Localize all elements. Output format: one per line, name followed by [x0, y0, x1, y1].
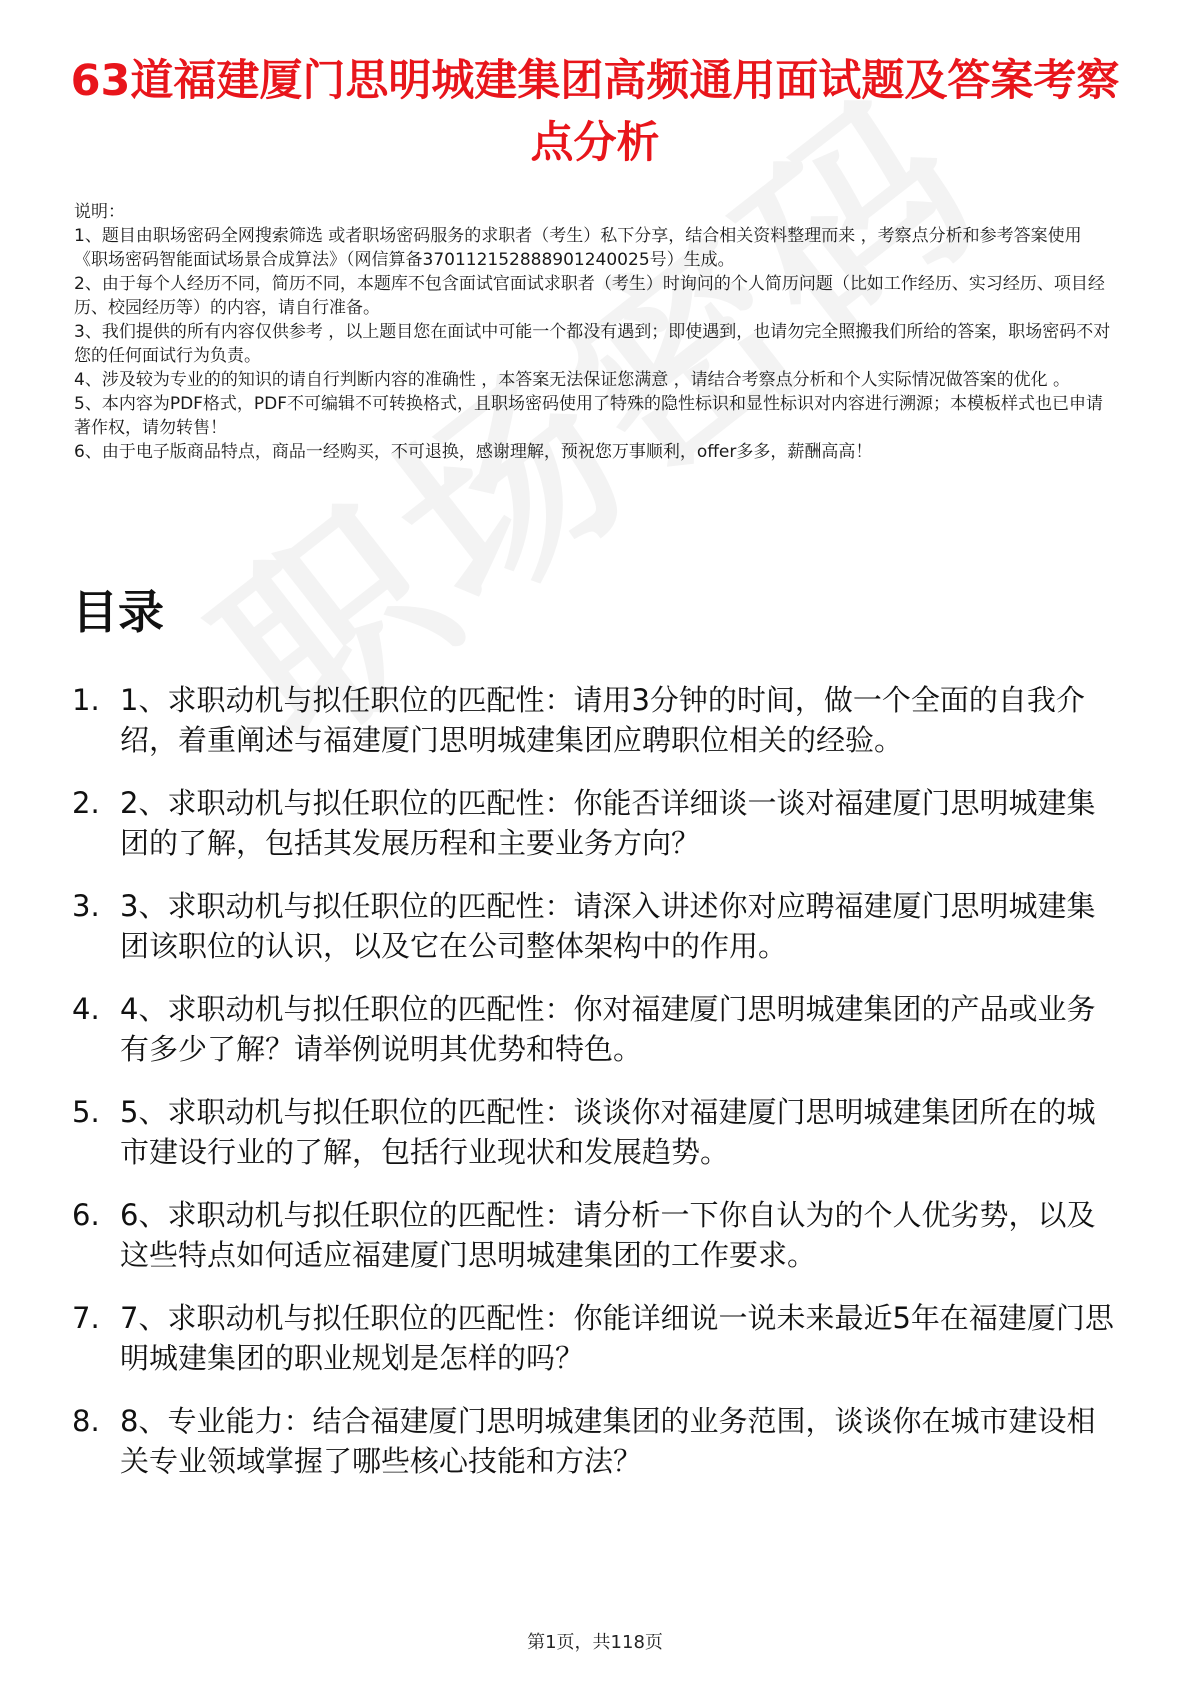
toc-item[interactable] — [72, 989, 1122, 1069]
notes-line: 6、由于电子版商品特点，商品一经购买，不可退换，感谢理解，预祝您万事顺利，offer多多，薪酬高高！ — [74, 442, 873, 462]
toc-item[interactable] — [72, 886, 1122, 966]
toc-item-text: 7、求职动机与拟任职位的匹配性：你能详细说一说未来最近5年在福建厦门思明城建集团的职业规划是怎样的吗？ — [120, 1301, 1114, 1375]
toc-item-number: 8. — [72, 1404, 100, 1438]
notes-line: 1、题目由职场密码全网搜索筛选 或者职场密码服务的求职者（考生）私下分享，结合相关资料整理而来 ，考察点分析和参考答案使用《职场密码智能面试场景合成算法》（网信算备370112152888901240025号）生成。 — [74, 226, 1082, 270]
toc-item-text: 2、求职动机与拟任职位的匹配性：你能否详细谈一谈对福建厦门思明城建集团的了解，包括其发展历程和主要业务方向？ — [120, 786, 1096, 860]
notes-line: 5、本内容为PDF格式，PDF不可编辑不可转换格式，且职场密码使用了特殊的隐性标识和显性标识对内容进行溯源；本模板样式也已申请著作权，请勿转售！ — [74, 394, 1104, 438]
toc-item[interactable] — [72, 783, 1122, 863]
toc-item-text: 6、求职动机与拟任职位的匹配性：请分析一下你自认为的个人优劣势，以及这些特点如何适应福建厦门思明城建集团的工作要求。 — [120, 1198, 1096, 1272]
toc-item[interactable] — [72, 1298, 1122, 1378]
toc-item-text: 4、求职动机与拟任职位的匹配性：你对福建厦门思明城建集团的产品或业务有多少了解？请举例说明其优势和特色。 — [120, 992, 1096, 1066]
toc-item-text: 3、求职动机与拟任职位的匹配性：请深入讲述你对应聘福建厦门思明城建集团该职位的认识，以及它在公司整体架构中的作用。 — [120, 889, 1096, 963]
notes-section — [74, 200, 1114, 464]
toc-item-text: 1、求职动机与拟任职位的匹配性：请用3分钟的时间，做一个全面的自我介绍，着重阐述与福建厦门思明城建集团应聘职位相关的经验。 — [120, 683, 1085, 757]
toc-item[interactable] — [72, 1092, 1122, 1172]
notes-line: 说明： — [74, 202, 125, 222]
toc-item-number: 7. — [72, 1301, 100, 1335]
toc-item-number: 2. — [72, 786, 100, 820]
toc-item-number: 3. — [72, 889, 100, 923]
toc-item[interactable] — [72, 680, 1122, 760]
toc-list — [72, 680, 1122, 1504]
toc-item-text: 8、专业能力：结合福建厦门思明城建集团的业务范围，谈谈你在城市建设相关专业领域掌握了哪些核心技能和方法？ — [120, 1404, 1096, 1478]
notes-line: 2、由于每个人经历不同，简历不同，本题库不包含面试官面试求职者（考生）时询问的个人简历问题（比如工作经历、实习经历、项目经历、校园经历等）的内容，请自行准备。 — [74, 274, 1105, 318]
toc-item-number: 6. — [72, 1198, 100, 1232]
toc-item-number: 5. — [72, 1095, 100, 1129]
toc-item-text: 5、求职动机与拟任职位的匹配性：谈谈你对福建厦门思明城建集团所在的城市建设行业的了解，包括行业现状和发展趋势。 — [120, 1095, 1096, 1169]
toc-item-number: 4. — [72, 992, 100, 1026]
notes-line: 4、涉及较为专业的的知识的请自行判断内容的准确性 ，本答案无法保证您满意 ，请结合考察点分析和个人实际情况做答案的优化 。 — [74, 370, 1071, 390]
toc-item[interactable] — [72, 1401, 1122, 1481]
toc-item[interactable] — [72, 1195, 1122, 1275]
page-footer: 第1页，共118页 — [527, 1632, 663, 1653]
toc-heading: 目录 — [72, 585, 164, 639]
notes-line: 3、我们提供的所有内容仅供参考 ，以上题目您在面试中可能一个都没有遇到；即使遇到，也请勿完全照搬我们所给的答案，职场密码不对您的任何面试行为负责。 — [74, 322, 1111, 366]
toc-item-number: 1. — [72, 683, 100, 717]
document-title: 63道福建厦门思明城建集团高频通用面试题及答案考察点分析 — [70, 56, 1120, 168]
